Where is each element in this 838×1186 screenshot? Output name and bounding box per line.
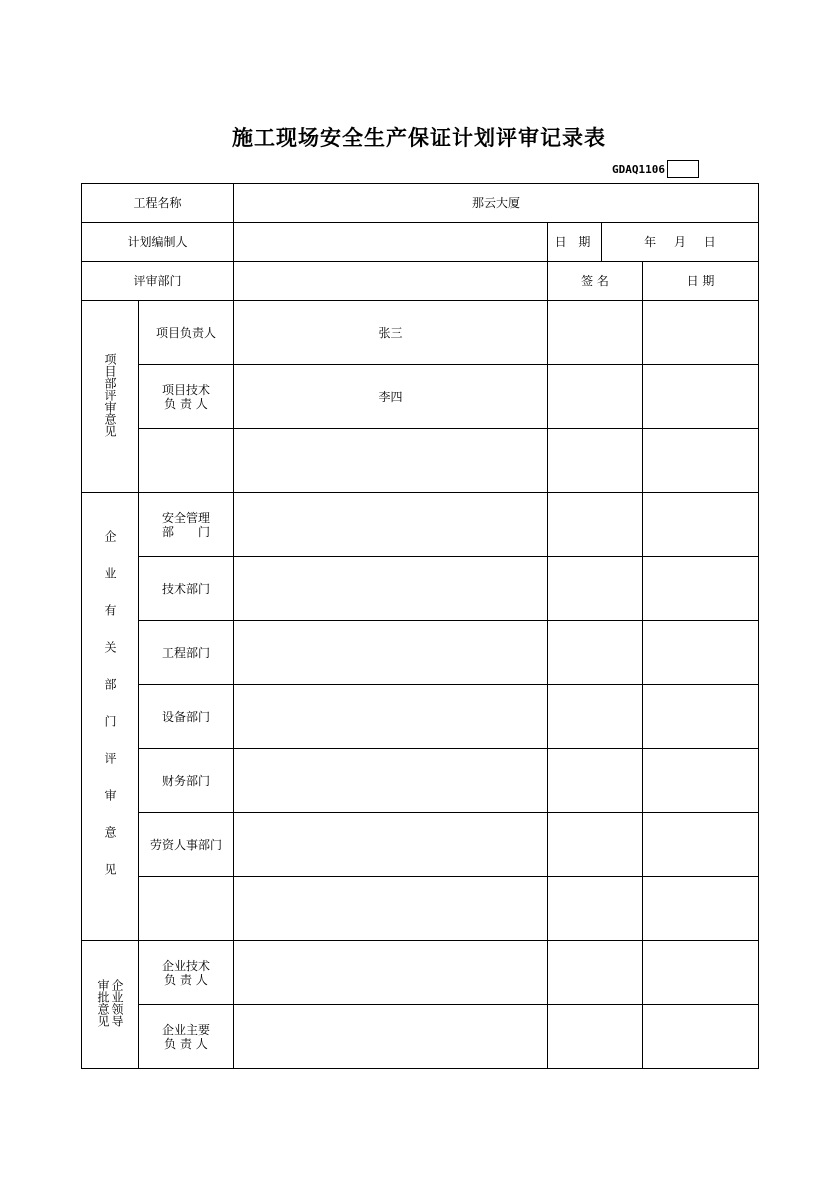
role-cell: 项目负责人 — [139, 301, 234, 365]
date-cell[interactable] — [643, 749, 759, 813]
table-row — [82, 365, 759, 429]
role-line: 负 责 人 — [164, 972, 208, 987]
sign-header: 签 名 — [548, 262, 643, 301]
table-row — [82, 877, 759, 941]
opinion-cell[interactable] — [234, 493, 548, 557]
sign-cell[interactable] — [548, 365, 643, 429]
leader-section-label-cell — [82, 941, 139, 1069]
opinion-cell[interactable] — [234, 877, 548, 941]
role-line: 企业技术 — [161, 958, 210, 973]
enterprise-section-label-cell — [82, 493, 139, 941]
opinion-cell[interactable]: 李四 — [234, 365, 548, 429]
table-row — [82, 749, 759, 813]
planner-row — [82, 223, 759, 262]
role-line: 负 责 人 — [164, 1036, 208, 1051]
form-code — [612, 160, 699, 178]
sign-cell[interactable] — [548, 941, 643, 1005]
role-cell: 工程部门 — [139, 621, 234, 685]
opinion-cell[interactable] — [234, 429, 548, 493]
opinion-cell[interactable] — [234, 813, 548, 877]
page-title: 施工现场安全生产保证计划评审记录表 — [232, 126, 606, 150]
table-row — [82, 813, 759, 877]
date-cell[interactable] — [643, 813, 759, 877]
date-cell[interactable] — [643, 493, 759, 557]
role-cell — [139, 493, 234, 557]
sign-cell[interactable] — [548, 1005, 643, 1069]
sign-cell[interactable] — [548, 557, 643, 621]
date-cell[interactable] — [643, 877, 759, 941]
table-row — [82, 429, 759, 493]
sign-cell[interactable] — [548, 493, 643, 557]
sign-cell[interactable] — [548, 749, 643, 813]
form-code-box[interactable] — [667, 160, 699, 178]
project-section-label: 项目部评审意见 — [103, 353, 117, 437]
role-cell: 技术部门 — [139, 557, 234, 621]
opinion-cell[interactable] — [234, 749, 548, 813]
table-row — [82, 941, 759, 1005]
date-label: 日 期 — [548, 223, 602, 262]
sign-cell[interactable] — [548, 301, 643, 365]
role-line: 安全管理 — [161, 510, 210, 525]
sign-cell[interactable] — [548, 621, 643, 685]
enterprise-section-label: 企业有关部门评审意见 — [103, 530, 117, 900]
form-code-text: GDAQ1106 — [612, 162, 665, 176]
opinion-cell[interactable] — [234, 1005, 548, 1069]
opinion-cell[interactable] — [234, 557, 548, 621]
role-cell — [139, 877, 234, 941]
date-cell[interactable] — [643, 1005, 759, 1069]
project-section-label-cell — [82, 301, 139, 493]
role-cell: 设备部门 — [139, 685, 234, 749]
sign-cell[interactable] — [548, 813, 643, 877]
table-row — [82, 493, 759, 557]
date-header: 日 期 — [643, 262, 759, 301]
sign-cell[interactable] — [548, 685, 643, 749]
project-name-label: 工程名称 — [82, 184, 234, 223]
table-row — [82, 301, 759, 365]
date-cell[interactable] — [643, 941, 759, 1005]
sign-cell[interactable] — [548, 877, 643, 941]
review-dept-opinion-header — [234, 262, 548, 301]
project-name-value[interactable]: 那云大厦 — [234, 184, 759, 223]
leader-section-label: 企业领导审批意见 — [96, 979, 124, 1027]
project-name-row — [82, 184, 759, 223]
role-cell: 财务部门 — [139, 749, 234, 813]
role-cell — [139, 941, 234, 1005]
date-cell[interactable] — [643, 621, 759, 685]
role-line: 负 责 人 — [164, 396, 208, 411]
opinion-cell[interactable] — [234, 621, 548, 685]
table-row — [82, 557, 759, 621]
role-cell — [139, 1005, 234, 1069]
role-cell — [139, 429, 234, 493]
review-dept-label: 评审部门 — [82, 262, 234, 301]
role-line: 企业主要 — [161, 1022, 210, 1037]
role-line: 项目技术 — [161, 382, 210, 397]
table-row — [82, 1005, 759, 1069]
date-cell[interactable] — [643, 301, 759, 365]
date-cell[interactable] — [643, 365, 759, 429]
planner-value[interactable] — [234, 223, 548, 262]
date-cell[interactable] — [643, 429, 759, 493]
date-cell[interactable] — [643, 557, 759, 621]
date-cell[interactable] — [643, 685, 759, 749]
table-row — [82, 621, 759, 685]
review-record-table — [81, 183, 759, 1069]
opinion-cell[interactable] — [234, 941, 548, 1005]
role-line: 部 门 — [161, 524, 210, 539]
opinion-cell[interactable] — [234, 685, 548, 749]
date-value[interactable]: 年 月 日 — [602, 223, 759, 262]
table-row — [82, 685, 759, 749]
review-dept-header-row — [82, 262, 759, 301]
role-cell — [139, 365, 234, 429]
planner-label: 计划编制人 — [82, 223, 234, 262]
opinion-cell[interactable]: 张三 — [234, 301, 548, 365]
sign-cell[interactable] — [548, 429, 643, 493]
role-cell: 劳资人事部门 — [139, 813, 234, 877]
